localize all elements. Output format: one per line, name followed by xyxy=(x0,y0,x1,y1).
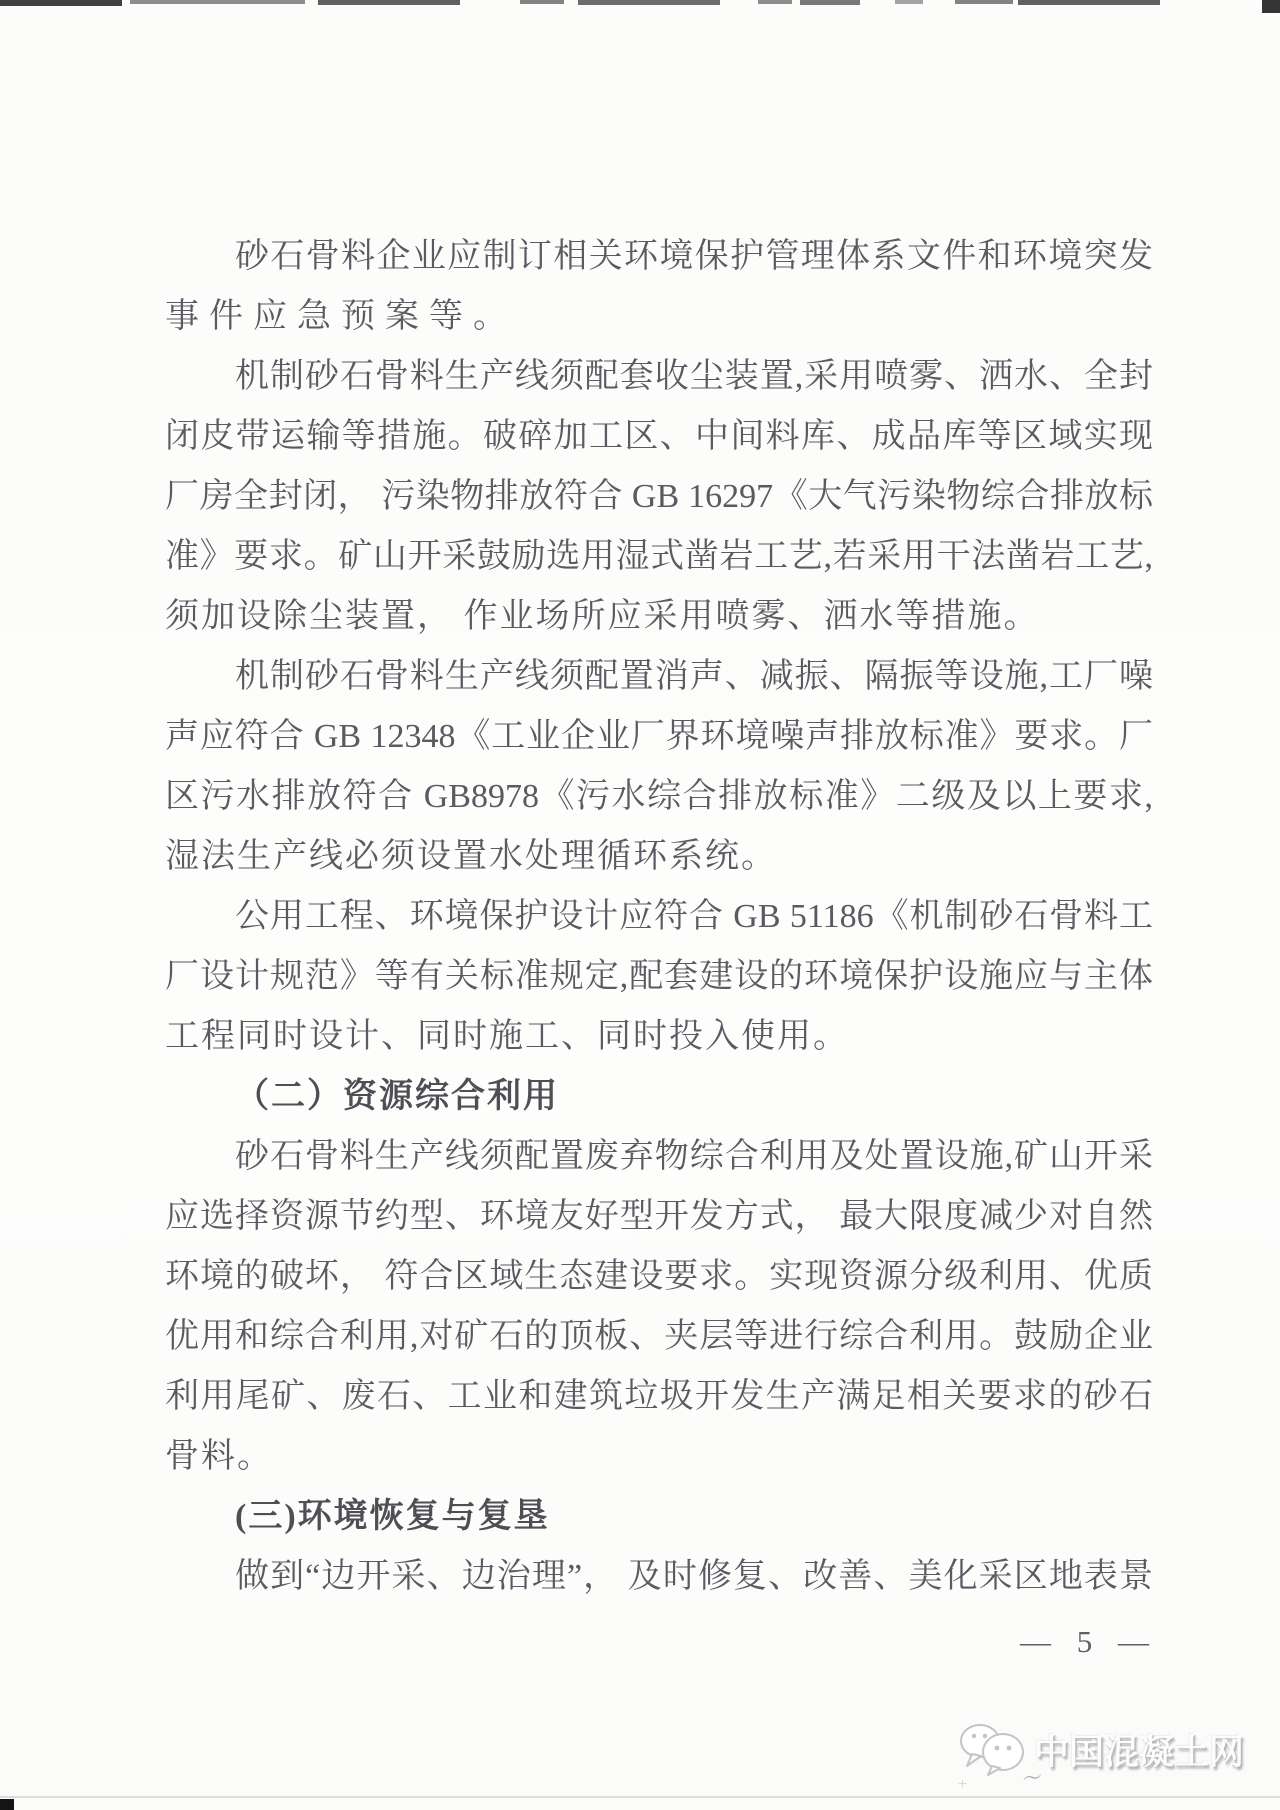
text-line: 机制砂石骨料生产线须配套收尘装置,采用喷雾、洒水、全封 xyxy=(235,358,1153,395)
corner-scan-mark xyxy=(0,1799,14,1810)
text-line: 砂石骨料生产线须配置废弃物综合利用及处置设施,矿山开采 xyxy=(235,1138,1153,1175)
text-line: 厂设计规范》等有关标准规定,配套建设的环境保护设施应与主体 xyxy=(165,958,1153,995)
scan-artifact-strip xyxy=(0,0,1280,14)
text-line: 准》要求。矿山开采鼓励选用湿式凿岩工艺,若采用干法凿岩工艺, xyxy=(165,538,1153,575)
bottom-scan-line xyxy=(0,1796,1280,1798)
text-line: 优用和综合利用,对矿石的顶板、夹层等进行综合利用。鼓励企业 xyxy=(165,1318,1153,1355)
text-line: 声应符合 GB 12348《工业企业厂界环境噪声排放标准》要求。厂 xyxy=(165,718,1153,755)
text-line: 区污水排放符合 GB8978《污水综合排放标准》二级及以上要求, xyxy=(165,778,1153,815)
text-line: 机制砂石骨料生产线须配置消声、减振、隔振等设施,工厂噪 xyxy=(235,658,1153,695)
text-line: 须加设除尘装置， 作业场所应采用喷雾、洒水等措施。 xyxy=(165,598,1040,635)
text-line: 利用尾矿、废石、工业和建筑垃圾开发生产满足相关要求的砂石 xyxy=(165,1378,1153,1415)
text-line: 做到“边开采、边治理”， 及时修复、改善、美化采区地表景 xyxy=(235,1558,1153,1595)
text-line: 应选择资源节约型、环境友好型开发方式， 最大限度减少对自然 xyxy=(165,1198,1153,1235)
text-line: 湿法生产线必须设置水处理循环系统。 xyxy=(165,838,777,875)
text-line: 工程同时设计、同时施工、同时投入使用。 xyxy=(165,1018,849,1055)
text-line: 环境的破坏， 符合区域生态建设要求。实现资源分级利用、优质 xyxy=(165,1258,1153,1295)
section-heading: (三)环境恢复与复垦 xyxy=(235,1498,550,1535)
watermark-text: 中国混凝土网 xyxy=(1033,1733,1244,1772)
text-line: 厂房全封闭， 污染物排放符合 GB 16297《大气污染物综合排放标 xyxy=(165,478,1153,515)
document-text xyxy=(165,227,1153,1607)
text-line: 公用工程、环境保护设计应符合 GB 51186《机制砂石骨料工 xyxy=(235,898,1153,935)
wechat-icon xyxy=(958,1722,1026,1778)
scan-plus-mark: + xyxy=(958,1776,968,1793)
page-number: — 5 — xyxy=(1020,1624,1158,1659)
section-heading: （二）资源综合利用 xyxy=(235,1078,559,1115)
text-line: 骨料。 xyxy=(165,1438,273,1475)
text-line: 事件应急预案等。 xyxy=(165,298,517,335)
text-line: 闭皮带运输等措施。破碎加工区、中间料库、成品库等区域实现 xyxy=(165,418,1153,455)
watermark xyxy=(958,1722,1244,1778)
scan-squiggle-mark: 〜 xyxy=(1020,1766,1045,1792)
text-line: 砂石骨料企业应制订相关环境保护管理体系文件和环境突发 xyxy=(235,238,1153,275)
